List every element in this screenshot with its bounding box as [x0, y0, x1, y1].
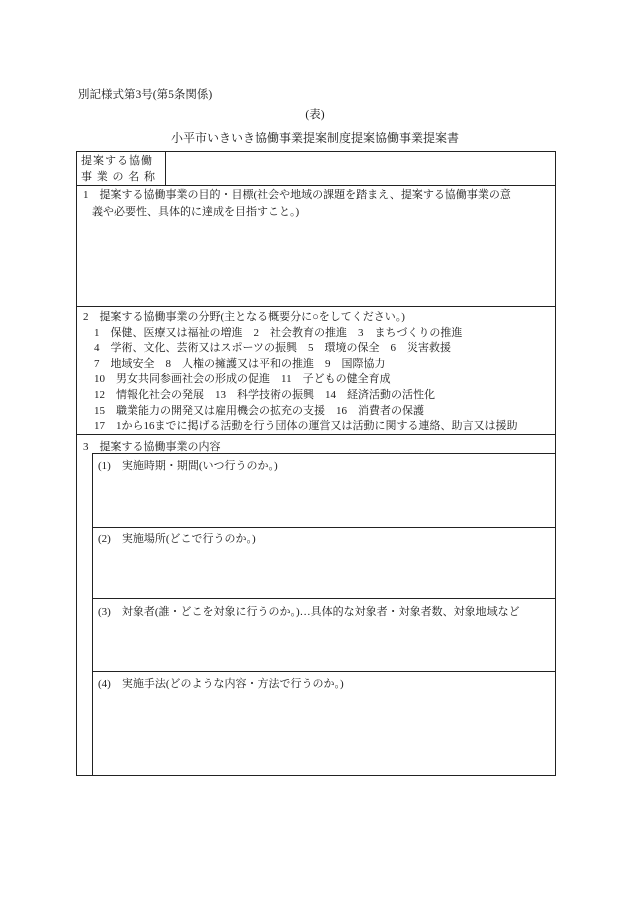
sub-item-location-label: (2) 実施場所(どこで行うのか。) [98, 533, 256, 545]
field-item[interactable]: 15 職業能力の開発又は雇用機会の拡充の支援 16 消費者の保護 [94, 404, 424, 417]
field-item[interactable]: 1 保健、医療又は福祉の増進 2 社会教育の推進 3 まちづくりの推進 [94, 326, 463, 339]
document-title: 小平市いきいき協働事業提案制度提案協働事業提案書 [170, 131, 459, 145]
project-name-field[interactable] [169, 160, 551, 180]
sub-item-period-label: (1) 実施時期・期間(いつ行うのか。) [98, 460, 278, 472]
field-item[interactable]: 17 1から16までに掲げる活動を行う団体の運営又は活動に関する連絡、助言又は援助 [94, 420, 518, 433]
sub-item-target-field[interactable] [97, 620, 549, 666]
field-item[interactable]: 10 男女共同参画社会の形成の促進 11 子どもの健全育成 [94, 373, 391, 386]
field-item[interactable]: 12 情報化社会の発展 13 科学技術の振興 14 経済活動の活性化 [94, 388, 435, 401]
section2-heading: 2 提案する協働事業の分野(主となる概要分に○をしてください。) [83, 311, 405, 323]
field-item[interactable]: 4 学術、文化、芸術又はスポーツの振興 5 環境の保全 6 災害救援 [94, 342, 452, 355]
sub-item-target-label: (3) 対象者(誰・どこを対象に行うのか。)…具体的な対象者・対象者数、対象地域など [98, 606, 520, 618]
proposal-form-table [76, 151, 556, 776]
name-cell-divider [165, 152, 166, 185]
sub-item-location-field[interactable] [97, 547, 549, 593]
sub4-top-border [92, 671, 555, 672]
table-label: (表) [305, 109, 325, 121]
sub-item-method-label: (4) 実施手法(どのような内容・方法で行うのか。) [98, 678, 344, 690]
form-reference: 別記様式第3号(第5条関係) [78, 89, 213, 101]
project-name-label [81, 154, 156, 184]
row-divider-1 [77, 185, 555, 186]
sub3-top-border [92, 598, 555, 599]
section1-purpose [83, 187, 511, 221]
project-name-label-line1: 提案する協働 [81, 155, 153, 167]
section2-fields [83, 310, 518, 435]
section3-heading: 3 提案する協働事業の内容 [83, 441, 221, 453]
project-name-label-line2: 事 業 の 名 称 [81, 171, 156, 183]
section1-line2: 義や必要性、具体的に達成を目指すこと。) [92, 206, 300, 218]
sub-item-period-field[interactable] [97, 474, 549, 522]
section3-inner-left-border [92, 453, 93, 776]
section1-answer-field[interactable] [83, 224, 549, 302]
sub2-top-border [92, 527, 555, 528]
field-item[interactable]: 7 地域安全 8 人権の擁護又は平和の推進 9 国際協力 [94, 357, 386, 370]
sub-item-method-field[interactable] [97, 692, 549, 770]
row-divider-2 [77, 306, 555, 307]
section1-line1: 1 提案する協働事業の目的・目標(社会や地域の課題を踏まえ、提案する協働事業の意 [83, 189, 511, 201]
